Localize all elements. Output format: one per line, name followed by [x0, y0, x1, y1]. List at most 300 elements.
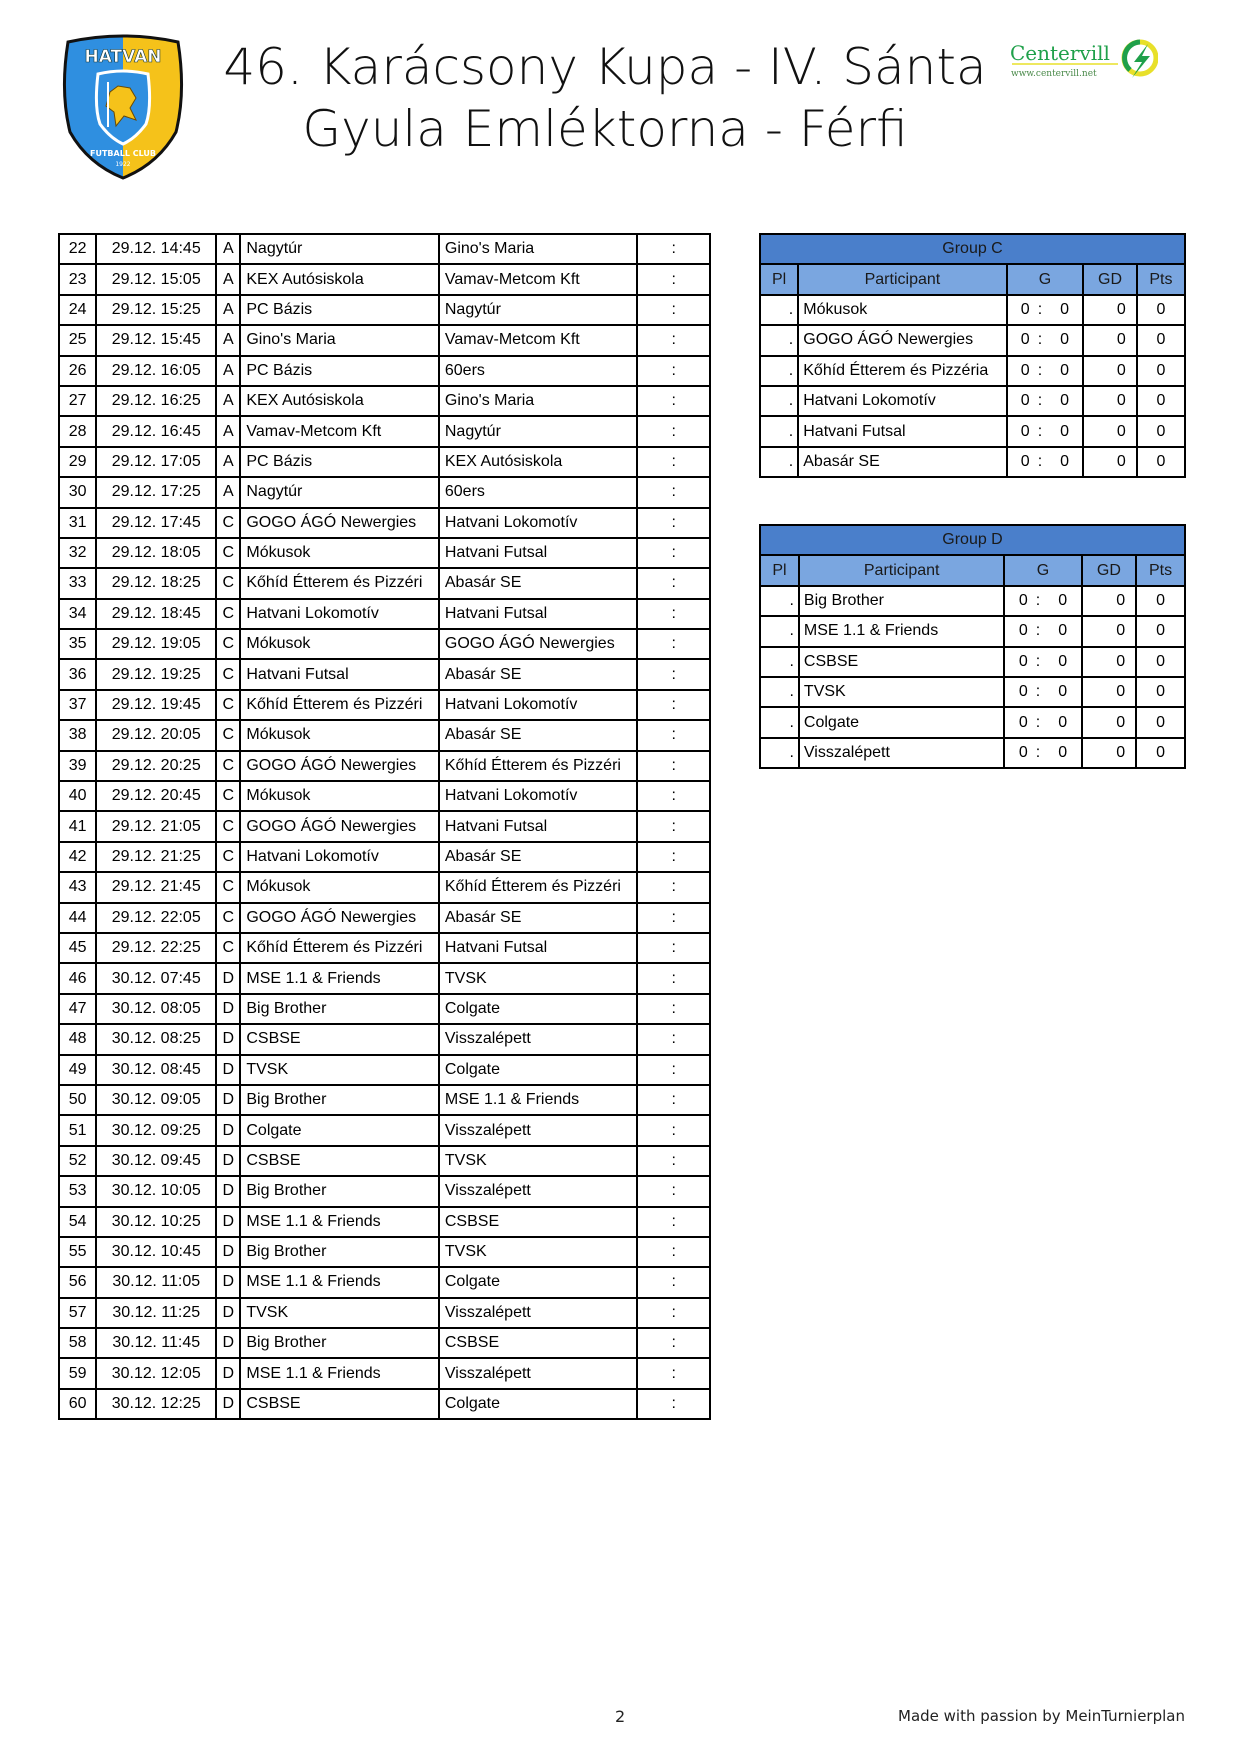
match-group: A	[216, 447, 240, 477]
match-number: 52	[59, 1146, 96, 1176]
goals-for: 0	[1018, 743, 1028, 761]
match-number: 23	[59, 264, 96, 294]
standing-participant: Mókusok	[798, 295, 1006, 325]
standings-row	[760, 647, 1185, 677]
goals-separator: :	[1037, 422, 1043, 440]
away-team: Hatvani Futsal	[439, 538, 638, 568]
match-group: C	[216, 629, 240, 659]
logo-text-year: 1922	[115, 161, 131, 168]
match-group: A	[216, 386, 240, 416]
standing-goals	[1007, 386, 1084, 416]
match-schedule-table	[58, 233, 711, 1420]
home-team: MSE 1.1 & Friends	[240, 1267, 439, 1297]
away-team: Nagytúr	[439, 295, 638, 325]
match-number: 24	[59, 295, 96, 325]
match-number: 34	[59, 599, 96, 629]
match-number: 57	[59, 1298, 96, 1328]
home-team: CSBSE	[240, 1024, 439, 1054]
match-row	[59, 234, 710, 264]
away-team: Abasár SE	[439, 842, 638, 872]
match-row	[59, 1358, 710, 1388]
match-score: :	[637, 811, 710, 841]
standing-goal-difference: 0	[1083, 447, 1137, 477]
match-row	[59, 295, 710, 325]
header-points: Pts	[1136, 555, 1185, 585]
match-time: 29.12. 22:05	[96, 903, 216, 933]
match-group: A	[216, 416, 240, 446]
page-title	[205, 36, 1005, 160]
standing-goals	[1007, 295, 1084, 325]
home-team: GOGO ÁGÓ Newergies	[240, 903, 439, 933]
match-time: 30.12. 11:45	[96, 1328, 216, 1358]
match-number: 60	[59, 1389, 96, 1419]
match-score: :	[637, 842, 710, 872]
standing-goal-difference: 0	[1083, 325, 1137, 355]
home-team: Big Brother	[240, 1328, 439, 1358]
match-number: 32	[59, 538, 96, 568]
goals-against: 0	[1060, 392, 1070, 410]
match-group: C	[216, 811, 240, 841]
match-row	[59, 963, 710, 993]
match-row	[59, 508, 710, 538]
match-number: 48	[59, 1024, 96, 1054]
match-group: A	[216, 325, 240, 355]
goals-against: 0	[1058, 683, 1068, 701]
match-group: D	[216, 994, 240, 1024]
standing-points: 0	[1136, 616, 1185, 646]
home-team: PC Bázis	[240, 356, 439, 386]
match-row	[59, 1115, 710, 1145]
match-time: 30.12. 08:45	[96, 1055, 216, 1085]
away-team: Colgate	[439, 1389, 638, 1419]
standings-row	[760, 386, 1185, 416]
goals-for: 0	[1018, 591, 1028, 609]
standing-participant: Kőhíd Étterem és Pizzéria	[798, 356, 1006, 386]
standing-place: .	[760, 677, 799, 707]
home-team: Mókusok	[240, 629, 439, 659]
match-row	[59, 477, 710, 507]
standing-participant: GOGO ÁGÓ Newergies	[798, 325, 1006, 355]
match-row	[59, 1267, 710, 1297]
goals-against: 0	[1060, 452, 1070, 470]
standings-row	[760, 707, 1185, 737]
standings-header-row	[760, 555, 1185, 585]
away-team: Visszalépett	[439, 1115, 638, 1145]
group-d-standings	[759, 524, 1186, 769]
match-row	[59, 599, 710, 629]
match-time: 29.12. 17:05	[96, 447, 216, 477]
match-group: C	[216, 903, 240, 933]
match-score: :	[637, 1237, 710, 1267]
standing-participant: Colgate	[799, 707, 1005, 737]
match-number: 54	[59, 1207, 96, 1237]
standing-goal-difference: 0	[1082, 647, 1137, 677]
goals-for: 0	[1020, 361, 1030, 379]
match-score: :	[637, 538, 710, 568]
match-time: 30.12. 11:05	[96, 1267, 216, 1297]
match-group: D	[216, 1176, 240, 1206]
match-number: 26	[59, 356, 96, 386]
match-row	[59, 1298, 710, 1328]
match-row	[59, 1237, 710, 1267]
standing-points: 0	[1137, 295, 1185, 325]
away-team: Visszalépett	[439, 1176, 638, 1206]
match-group: D	[216, 1024, 240, 1054]
standing-participant: Visszalépett	[799, 738, 1005, 768]
away-team: Kőhíd Étterem és Pizzéri	[439, 751, 638, 781]
match-row	[59, 538, 710, 568]
match-group: D	[216, 1237, 240, 1267]
standing-place: .	[760, 586, 799, 616]
home-team: Big Brother	[240, 1085, 439, 1115]
match-group: D	[216, 1358, 240, 1388]
match-score: :	[637, 963, 710, 993]
away-team: CSBSE	[439, 1328, 638, 1358]
goals-separator: :	[1035, 652, 1041, 670]
home-team: Kőhíd Étterem és Pizzéri	[240, 933, 439, 963]
home-team: KEX Autósiskola	[240, 264, 439, 294]
match-row	[59, 1207, 710, 1237]
match-row	[59, 356, 710, 386]
match-time: 29.12. 19:05	[96, 629, 216, 659]
away-team: Abasár SE	[439, 720, 638, 750]
match-time: 29.12. 14:45	[96, 234, 216, 264]
match-score: :	[637, 720, 710, 750]
sponsor-logo	[1008, 36, 1158, 86]
match-row	[59, 1176, 710, 1206]
standing-goals	[1007, 447, 1084, 477]
match-number: 49	[59, 1055, 96, 1085]
match-number: 45	[59, 933, 96, 963]
away-team: KEX Autósiskola	[439, 447, 638, 477]
match-row	[59, 1146, 710, 1176]
match-time: 29.12. 16:05	[96, 356, 216, 386]
match-score: :	[637, 1389, 710, 1419]
goals-separator: :	[1037, 361, 1043, 379]
match-group: C	[216, 659, 240, 689]
match-group: D	[216, 1328, 240, 1358]
match-score: :	[637, 599, 710, 629]
match-row	[59, 1024, 710, 1054]
match-row	[59, 933, 710, 963]
match-group: D	[216, 1115, 240, 1145]
match-score: :	[637, 1267, 710, 1297]
goals-separator: :	[1035, 683, 1041, 701]
match-number: 37	[59, 690, 96, 720]
goals-for: 0	[1020, 392, 1030, 410]
header-pl: Pl	[760, 264, 798, 294]
home-team: Big Brother	[240, 994, 439, 1024]
away-team: Nagytúr	[439, 416, 638, 446]
away-team: MSE 1.1 & Friends	[439, 1085, 638, 1115]
standing-points: 0	[1137, 386, 1185, 416]
match-row	[59, 751, 710, 781]
match-group: C	[216, 842, 240, 872]
standings-row	[760, 295, 1185, 325]
match-time: 29.12. 20:45	[96, 781, 216, 811]
home-team: Mókusok	[240, 720, 439, 750]
match-score: :	[637, 690, 710, 720]
header-points: Pts	[1137, 264, 1185, 294]
match-time: 30.12. 10:05	[96, 1176, 216, 1206]
match-group: C	[216, 599, 240, 629]
header-goals: G	[1007, 264, 1084, 294]
match-number: 55	[59, 1237, 96, 1267]
group-c-standings	[759, 233, 1186, 478]
standing-points: 0	[1136, 647, 1185, 677]
standing-place: .	[760, 738, 799, 768]
away-team: 60ers	[439, 477, 638, 507]
match-number: 47	[59, 994, 96, 1024]
match-row	[59, 1389, 710, 1419]
home-team: Nagytúr	[240, 477, 439, 507]
match-score: :	[637, 1115, 710, 1145]
standing-points: 0	[1137, 416, 1185, 446]
match-group: C	[216, 781, 240, 811]
match-score: :	[637, 1146, 710, 1176]
match-group: D	[216, 1389, 240, 1419]
match-row	[59, 842, 710, 872]
standings-row	[760, 616, 1185, 646]
match-score: :	[637, 447, 710, 477]
match-time: 29.12. 21:25	[96, 842, 216, 872]
match-time: 29.12. 20:25	[96, 751, 216, 781]
header-participant: Participant	[798, 264, 1006, 294]
match-time: 30.12. 11:25	[96, 1298, 216, 1328]
home-team: Hatvani Futsal	[240, 659, 439, 689]
match-number: 59	[59, 1358, 96, 1388]
goals-separator: :	[1037, 392, 1043, 410]
home-team: PC Bázis	[240, 447, 439, 477]
standing-goals	[1004, 707, 1081, 737]
home-team: Big Brother	[240, 1176, 439, 1206]
goals-separator: :	[1037, 452, 1043, 470]
match-time: 30.12. 12:05	[96, 1358, 216, 1388]
header-pl: Pl	[760, 555, 799, 585]
match-row	[59, 872, 710, 902]
home-team: GOGO ÁGÓ Newergies	[240, 751, 439, 781]
standing-points: 0	[1137, 447, 1185, 477]
match-group: C	[216, 751, 240, 781]
match-time: 29.12. 20:05	[96, 720, 216, 750]
away-team: Visszalépett	[439, 1024, 638, 1054]
match-group: D	[216, 1055, 240, 1085]
match-number: 30	[59, 477, 96, 507]
away-team: Visszalépett	[439, 1358, 638, 1388]
match-number: 25	[59, 325, 96, 355]
match-score: :	[637, 416, 710, 446]
goals-against: 0	[1058, 713, 1068, 731]
match-number: 53	[59, 1176, 96, 1206]
home-team: CSBSE	[240, 1146, 439, 1176]
match-time: 30.12. 08:05	[96, 994, 216, 1024]
standings-row	[760, 677, 1185, 707]
home-team: PC Bázis	[240, 295, 439, 325]
goals-for: 0	[1020, 422, 1030, 440]
match-time: 30.12. 09:25	[96, 1115, 216, 1145]
away-team: Hatvani Futsal	[439, 811, 638, 841]
away-team: Colgate	[439, 1267, 638, 1297]
match-score: :	[637, 325, 710, 355]
goals-against: 0	[1060, 331, 1070, 349]
standing-participant: Hatvani Futsal	[798, 416, 1006, 446]
match-score: :	[637, 659, 710, 689]
match-time: 29.12. 21:45	[96, 872, 216, 902]
match-time: 29.12. 22:25	[96, 933, 216, 963]
away-team: Gino's Maria	[439, 386, 638, 416]
header-goal-difference: GD	[1083, 264, 1137, 294]
match-row	[59, 386, 710, 416]
goals-for: 0	[1018, 652, 1028, 670]
match-row	[59, 1085, 710, 1115]
match-group: C	[216, 872, 240, 902]
home-team: Kőhíd Étterem és Pizzéri	[240, 568, 439, 598]
away-team: Gino's Maria	[439, 234, 638, 264]
match-time: 29.12. 16:25	[96, 386, 216, 416]
footer-credit: Made with passion by MeinTurnierplan	[898, 1707, 1185, 1725]
match-score: :	[637, 1085, 710, 1115]
goals-against: 0	[1060, 422, 1070, 440]
home-team: TVSK	[240, 1055, 439, 1085]
match-number: 29	[59, 447, 96, 477]
home-team: Mókusok	[240, 538, 439, 568]
page-number: 2	[615, 1707, 626, 1726]
away-team: Abasár SE	[439, 903, 638, 933]
standing-place: .	[760, 447, 798, 477]
standing-place: .	[760, 616, 799, 646]
match-number: 35	[59, 629, 96, 659]
goals-against: 0	[1058, 652, 1068, 670]
match-time: 29.12. 15:45	[96, 325, 216, 355]
header-goals: G	[1004, 555, 1081, 585]
standing-goal-difference: 0	[1083, 386, 1137, 416]
standing-points: 0	[1137, 325, 1185, 355]
goals-separator: :	[1035, 622, 1041, 640]
match-group: A	[216, 477, 240, 507]
standing-goals	[1004, 738, 1081, 768]
match-group: A	[216, 264, 240, 294]
standing-points: 0	[1136, 586, 1185, 616]
away-team: Hatvani Lokomotív	[439, 690, 638, 720]
away-team: Hatvani Futsal	[439, 933, 638, 963]
match-number: 51	[59, 1115, 96, 1145]
title-line-1: 46. Karácsony Kupa - IV. Sánta	[223, 38, 987, 96]
standings-header-row	[760, 264, 1185, 294]
standing-goal-difference: 0	[1082, 738, 1137, 768]
standing-goal-difference: 0	[1082, 677, 1137, 707]
match-time: 30.12. 09:45	[96, 1146, 216, 1176]
standing-participant: CSBSE	[799, 647, 1005, 677]
match-row	[59, 447, 710, 477]
goals-for: 0	[1020, 331, 1030, 349]
standing-goals	[1004, 677, 1081, 707]
standing-goal-difference: 0	[1083, 295, 1137, 325]
match-score: :	[637, 872, 710, 902]
sponsor-logo-url: www.centervill.net	[1011, 69, 1097, 79]
group-title-row	[760, 234, 1185, 264]
match-group: C	[216, 568, 240, 598]
standings-row	[760, 325, 1185, 355]
goals-for: 0	[1018, 683, 1028, 701]
match-group: A	[216, 356, 240, 386]
match-time: 30.12. 10:25	[96, 1207, 216, 1237]
match-group: C	[216, 720, 240, 750]
match-number: 33	[59, 568, 96, 598]
home-team: MSE 1.1 & Friends	[240, 963, 439, 993]
match-group: D	[216, 1267, 240, 1297]
home-team: TVSK	[240, 1298, 439, 1328]
home-team: Nagytúr	[240, 234, 439, 264]
match-row	[59, 690, 710, 720]
home-team: Hatvani Lokomotív	[240, 842, 439, 872]
standing-goals	[1007, 356, 1084, 386]
match-group: D	[216, 1146, 240, 1176]
goals-for: 0	[1018, 713, 1028, 731]
away-team: Visszalépett	[439, 1298, 638, 1328]
standing-points: 0	[1136, 677, 1185, 707]
club-logo	[58, 32, 188, 182]
match-score: :	[637, 234, 710, 264]
standing-participant: Hatvani Lokomotív	[798, 386, 1006, 416]
match-row	[59, 1328, 710, 1358]
away-team: Colgate	[439, 1055, 638, 1085]
match-time: 29.12. 18:05	[96, 538, 216, 568]
home-team: Colgate	[240, 1115, 439, 1145]
match-time: 29.12. 18:25	[96, 568, 216, 598]
match-score: :	[637, 933, 710, 963]
match-number: 22	[59, 234, 96, 264]
goals-separator: :	[1037, 331, 1043, 349]
match-row	[59, 264, 710, 294]
home-team: Kőhíd Étterem és Pizzéri	[240, 690, 439, 720]
standing-points: 0	[1136, 738, 1185, 768]
match-row	[59, 568, 710, 598]
goals-for: 0	[1018, 622, 1028, 640]
goals-against: 0	[1058, 622, 1068, 640]
standing-place: .	[760, 416, 798, 446]
standing-points: 0	[1136, 707, 1185, 737]
match-score: :	[637, 1207, 710, 1237]
match-row	[59, 811, 710, 841]
goals-for: 0	[1020, 452, 1030, 470]
match-time: 29.12. 18:45	[96, 599, 216, 629]
goals-separator: :	[1035, 591, 1041, 609]
away-team: Hatvani Lokomotív	[439, 508, 638, 538]
standing-goals	[1007, 416, 1084, 446]
home-team: MSE 1.1 & Friends	[240, 1207, 439, 1237]
away-team: TVSK	[439, 963, 638, 993]
match-time: 30.12. 09:05	[96, 1085, 216, 1115]
standing-goals	[1004, 586, 1081, 616]
match-group: D	[216, 1298, 240, 1328]
match-number: 43	[59, 872, 96, 902]
standing-goal-difference: 0	[1082, 586, 1137, 616]
away-team: 60ers	[439, 356, 638, 386]
standing-goal-difference: 0	[1082, 616, 1137, 646]
home-team: Mókusok	[240, 781, 439, 811]
match-number: 46	[59, 963, 96, 993]
match-group: D	[216, 1085, 240, 1115]
sponsor-logo-name: Centervill	[1010, 41, 1110, 65]
goals-separator: :	[1037, 300, 1043, 318]
match-row	[59, 416, 710, 446]
standing-goals	[1007, 325, 1084, 355]
goals-against: 0	[1058, 591, 1068, 609]
standing-participant: TVSK	[799, 677, 1005, 707]
match-group: C	[216, 538, 240, 568]
match-score: :	[637, 477, 710, 507]
match-number: 38	[59, 720, 96, 750]
